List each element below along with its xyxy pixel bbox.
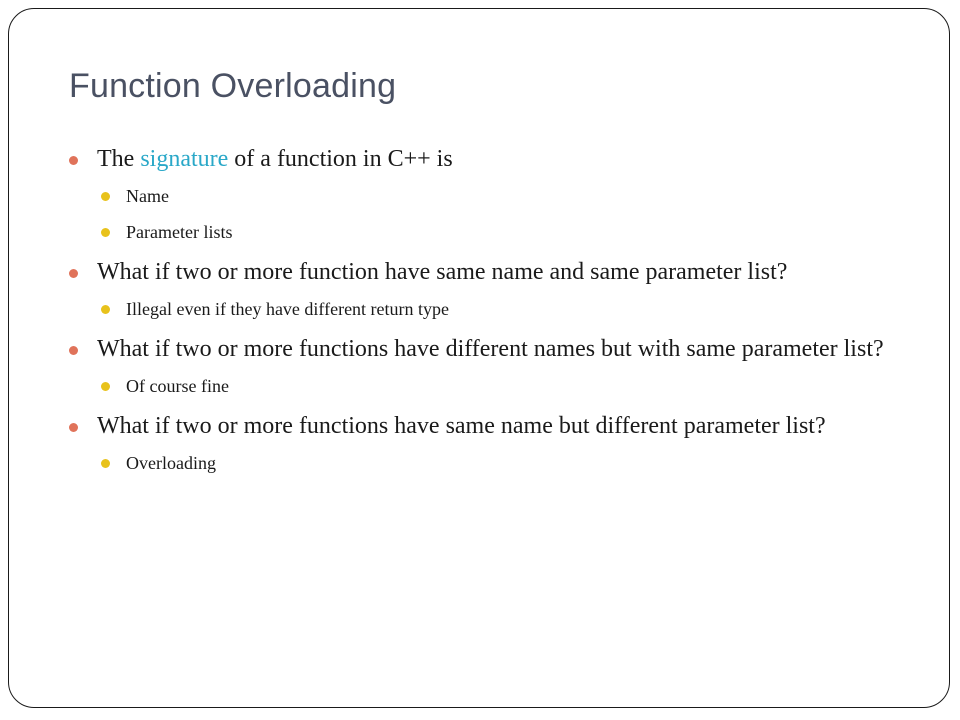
- bullet-item: What if two or more functions have same name but different parameter list?: [69, 409, 889, 444]
- signature-highlight: signature: [140, 146, 229, 172]
- bullet-item-signature: [69, 142, 889, 177]
- bullet-item: What if two or more function have same name and same parameter list?: [69, 255, 889, 290]
- bullet-item: What if two or more functions have different names but with same parameter list?: [69, 332, 889, 367]
- sub-bullet-item: Illegal even if they have different return type: [69, 296, 889, 322]
- sub-bullet-item: Parameter lists: [69, 219, 889, 245]
- sub-bullet-item: Of course fine: [69, 373, 889, 399]
- slide-title: Function Overloading: [69, 67, 397, 105]
- slide-frame: [8, 8, 950, 708]
- bullet-text-post: of a function in C++ is: [228, 146, 453, 172]
- bullet-list: [69, 139, 889, 486]
- sub-bullet-item: Name: [69, 183, 889, 209]
- sub-bullet-item: Overloading: [69, 450, 889, 476]
- bullet-text-pre: The: [97, 146, 141, 172]
